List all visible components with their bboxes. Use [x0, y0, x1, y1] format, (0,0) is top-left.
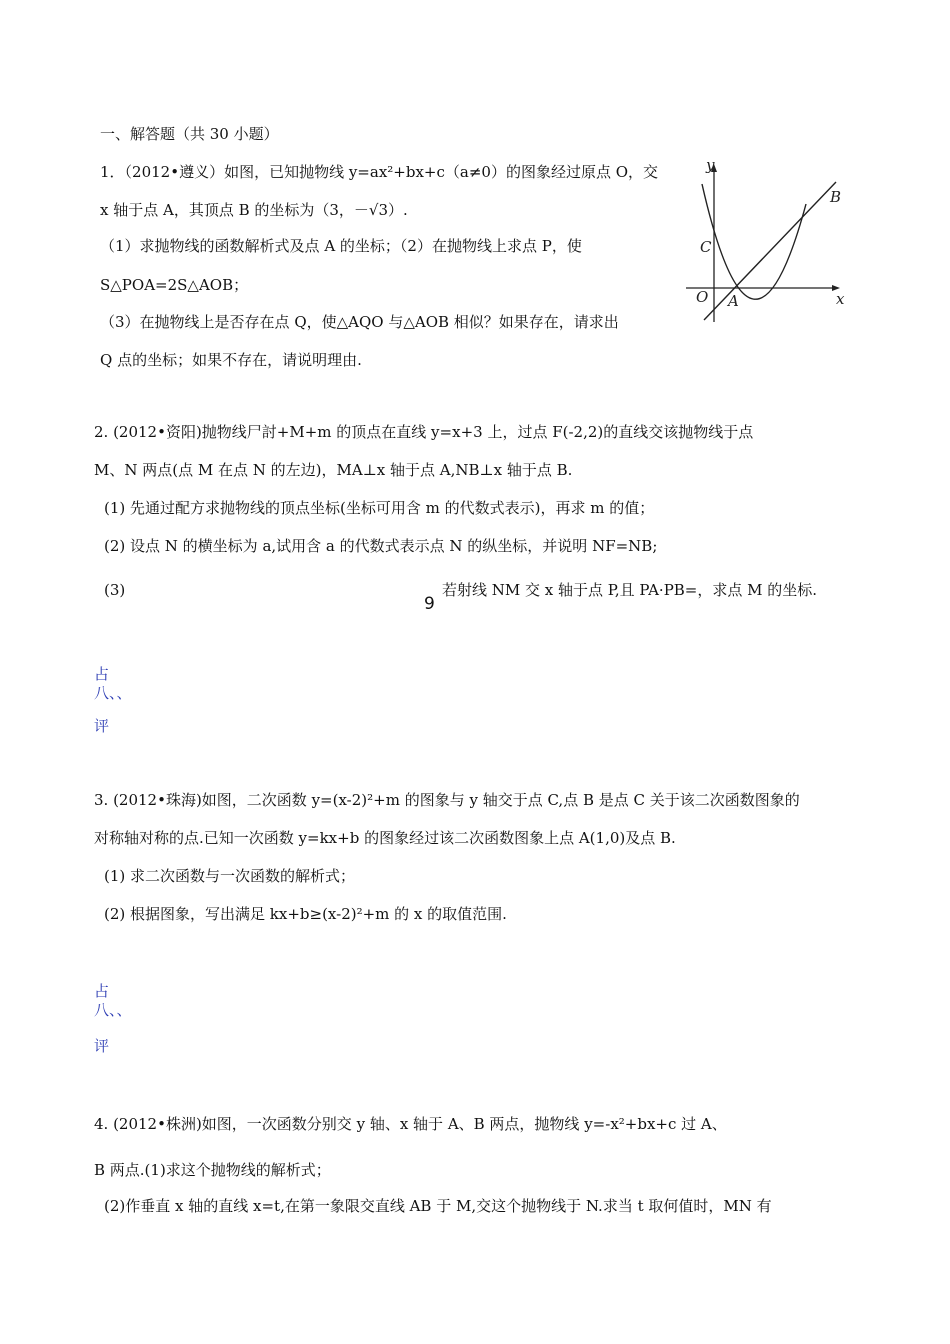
parabola-figure	[680, 154, 850, 326]
label-a: A	[728, 292, 739, 310]
label-o: O	[696, 288, 709, 306]
q3-line3: (1) 求二次函数与一次函数的解析式；	[104, 867, 356, 885]
q2-comment-char1: 占	[94, 665, 110, 683]
q4-line2: B 两点.(1)求这个抛物线的解析式；	[94, 1161, 331, 1179]
q1-line1: 1．（2012•遵义）如图，已知抛物线 y=ax²+bx+c（a≠0）的图象经过原点 O，交	[100, 163, 659, 181]
q3-comment-char2: 八、、	[94, 1001, 132, 1019]
q2-line3: (1) 先通过配方求抛物线的顶点坐标(坐标可用含 m 的代数式表示)，再求 m 的值；	[104, 499, 655, 517]
q1-line5: （3）在抛物线上是否存在点 Q，使△AQO 与△AOB 相似？如果存在，请求出	[100, 313, 619, 331]
label-x: x	[836, 290, 845, 308]
q4-line3: (2)作垂直 x 轴的直线 x=t,在第一象限交直线 AB 于 M,交这个抛物线于 N.求当 t 取何值时，MN 有	[104, 1197, 772, 1215]
q2-line1: 2. (2012•资阳)抛物线尸討+M+m 的顶点在直线 y=x+3 上，过点 F(-2,2)的直线交该抛物线于点	[94, 423, 754, 441]
q3-comment-char3: 评	[94, 1037, 110, 1055]
q2-line5-text: 若射线 NM 交 x 轴于点 P,且 PA·PB=，求点 M 的坐标.	[442, 581, 818, 599]
q2-comment-char2: 八、、	[94, 684, 132, 702]
label-y: y	[706, 156, 715, 174]
q2-line5-label: (3)	[104, 581, 126, 599]
label-c: C	[700, 238, 712, 256]
q2-line5-number: 9	[424, 594, 435, 614]
q3-line1: 3. (2012•珠海)如图，二次函数 y=(x-2)²+m 的图象与 y 轴交于点 C,点 B 是点 C 关于该二次函数图象的	[94, 791, 800, 809]
q1-line2: x 轴于点 A，其顶点 B 的坐标为（3，－√3）.	[100, 201, 408, 219]
q1-line4: S△POA=2S△AOB；	[100, 276, 249, 294]
q2-line2: M、N 两点(点 M 在点 N 的左边)，MA⊥x 轴于点 A,NB⊥x 轴于点 B.	[94, 461, 573, 479]
q3-line4: (2) 根据图象，写出满足 kx+b≥(x-2)²+m 的 x 的取值范围.	[104, 905, 507, 923]
line-ab	[704, 182, 836, 320]
q2-comment-char3: 评	[94, 717, 110, 735]
q2-line4: (2) 设点 N 的横坐标为 a,试用含 a 的代数式表示点 N 的纵坐标，并说明 NF=NB;	[104, 537, 658, 555]
section-header: 一、解答题（共 30 小题）	[100, 125, 279, 143]
label-b: B	[830, 188, 842, 206]
q3-line2: 对称轴对称的点.已知一次函数 y=kx+b 的图象经过该二次函数图象上点 A(1,0)及点 B.	[94, 829, 676, 847]
q3-comment-char1: 占	[94, 982, 110, 1000]
q1-line3: （1）求抛物线的函数解析式及点 A 的坐标；（2）在抛物线上求点 P，使	[100, 237, 582, 255]
q4-line1: 4. (2012•株洲)如图，一次函数分别交 y 轴、x 轴于 A、B 两点，抛物线 y=-x²+bx+c 过 A、	[94, 1115, 727, 1133]
q1-line6: Q 点的坐标；如果不存在，请说明理由.	[100, 351, 362, 369]
parabola-curve	[702, 184, 806, 299]
